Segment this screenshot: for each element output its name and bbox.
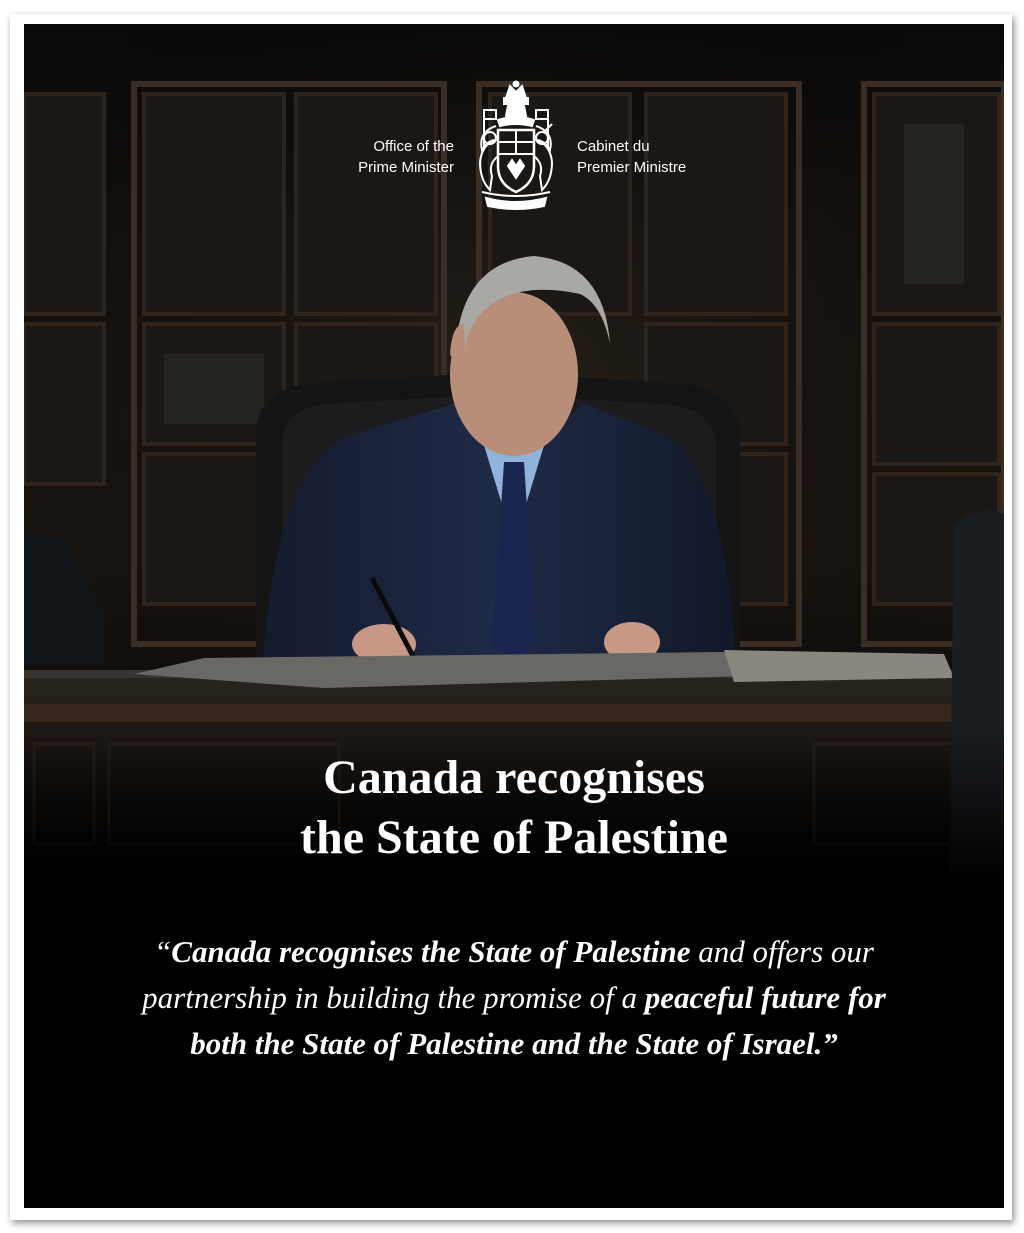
office-name-english-line1: Office of the (373, 138, 454, 155)
headline-line2: the State of Palestine (300, 811, 728, 864)
quote-emphasis-2: peaceful future for both the State of Palestine and the State of Israel. (190, 980, 886, 1061)
quote-body: and offers our partnership in building the promise of a (142, 934, 874, 1015)
announcement-card (24, 24, 1004, 1208)
quote-open-mark: “ (154, 934, 172, 969)
quote-block (114, 929, 914, 1067)
quote-close-mark: ” (822, 1026, 838, 1061)
headline-line1: Canada recognises (323, 751, 705, 804)
headline (24, 748, 1004, 868)
office-name-english-line2: Prime Minister (358, 159, 454, 176)
quote-emphasis-1: Canada recognises the State of Palestine (171, 934, 691, 969)
office-name-english (254, 136, 454, 178)
office-name-french-line2: Premier Ministre (577, 159, 687, 176)
office-name-french-line1: Cabinet du (577, 138, 650, 155)
royal-coat-of-arms-of-canada-icon (468, 80, 564, 214)
office-header (24, 52, 1004, 192)
office-name-french (577, 136, 777, 178)
